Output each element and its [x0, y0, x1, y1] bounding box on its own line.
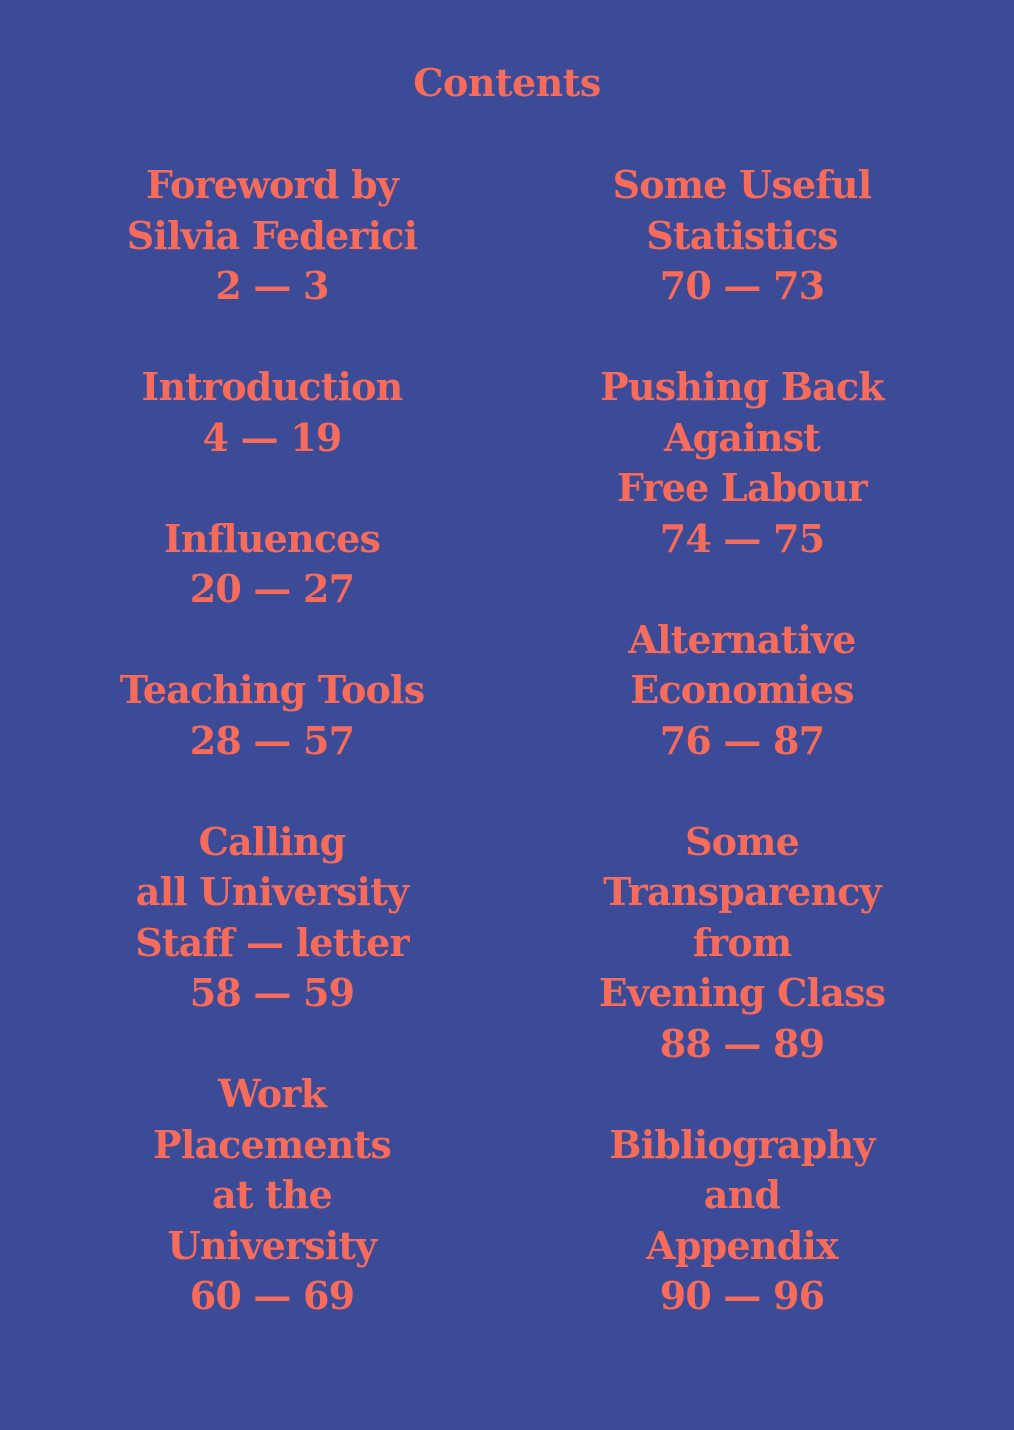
toc-entry-title-line: Free Labour	[616, 465, 868, 510]
toc-entry-title-line: Calling	[198, 818, 346, 864]
toc-entry-teaching-tools	[42, 665, 502, 766]
toc-entry-pages: 88 — 89	[659, 1020, 825, 1066]
toc-entry-introduction	[42, 362, 502, 463]
page-title: Contents	[413, 60, 601, 105]
toc-entry-influences	[42, 514, 502, 615]
toc-entry-title-line: Economies	[630, 667, 854, 712]
toc-entry-title-line: and	[703, 1172, 781, 1217]
toc-entry-title-line: Staff — letter	[135, 919, 409, 965]
toc-entry-title-line: Placements	[153, 1121, 391, 1167]
toc-entry-title-line: Statistics	[646, 212, 838, 258]
toc-entry-work-placements	[42, 1069, 502, 1322]
toc-entry-title-line: Introduction	[141, 364, 403, 409]
toc-column-left	[42, 160, 502, 1372]
toc-entry-title-line: Bibliography	[609, 1121, 875, 1167]
toc-entry-title-line: Pushing Back	[600, 364, 884, 409]
toc-entry-pages: 58 — 59	[189, 970, 355, 1015]
toc-entry-foreword	[42, 160, 502, 312]
toc-entry-alternative-economies	[512, 615, 972, 767]
toc-entry-pages: 20 — 27	[189, 566, 355, 611]
toc-entry-title-line: at the	[212, 1172, 332, 1217]
toc-entry-title-line: Against	[663, 414, 821, 460]
toc-entry-transparency	[512, 817, 972, 1070]
toc-entry-title-line: from	[692, 919, 792, 965]
toc-entry-title-line: Appendix	[646, 1222, 838, 1268]
toc-entry-pages: 76 — 87	[659, 717, 825, 763]
toc-entry-pages: 90 — 96	[659, 1273, 825, 1318]
toc-entry-title-line: University	[167, 1222, 377, 1268]
toc-entry-title-line: all University	[135, 869, 409, 914]
toc-entry-title-line: Transparency	[603, 869, 881, 914]
toc-entry-calling-staff	[42, 817, 502, 1019]
toc-entry-title-line: Foreword by	[145, 162, 399, 207]
toc-entry-title-line: Some Useful	[612, 162, 872, 207]
toc-entry-pages: 60 — 69	[189, 1273, 355, 1318]
toc-entry-title-line: Silvia Federici	[126, 212, 418, 258]
toc-entry-title-line: Teaching Tools	[119, 667, 425, 712]
toc-entry-bibliography	[512, 1120, 972, 1322]
toc-entry-pages: 4 — 19	[202, 414, 342, 460]
toc-entry-statistics	[512, 160, 972, 312]
toc-entry-title-line: Alternative	[628, 616, 856, 662]
toc-entry-pages: 2 — 3	[215, 263, 329, 308]
toc-entry-title-line: Work	[217, 1071, 327, 1116]
toc-entry-title-line: Some	[685, 818, 799, 864]
toc-entry-pages: 28 — 57	[189, 717, 355, 763]
toc-entry-title-line: Evening Class	[598, 970, 886, 1015]
toc-entry-pages: 74 — 75	[659, 515, 825, 561]
toc-column-right	[512, 160, 972, 1372]
toc-entry-pages: 70 — 73	[659, 263, 825, 308]
toc-entry-free-labour	[512, 362, 972, 564]
toc-entry-title-line: Influences	[163, 515, 381, 561]
